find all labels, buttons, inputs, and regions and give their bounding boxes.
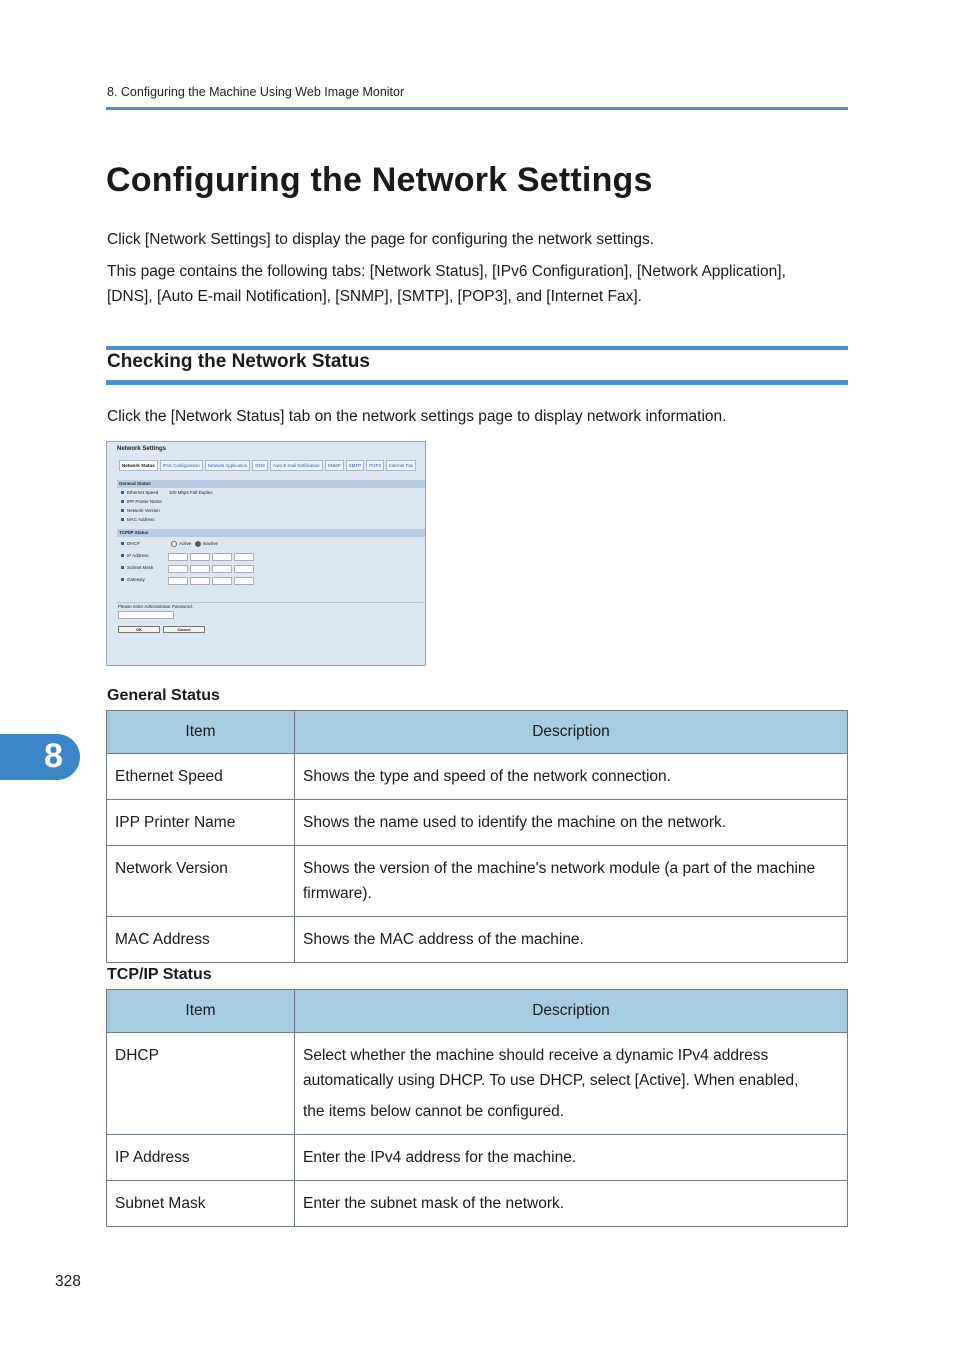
screenshot-general-band: General Status [117, 480, 425, 488]
screenshot-row [121, 541, 140, 546]
screenshot-row-label: MAC Address [127, 517, 155, 522]
cell-item: Network Version [107, 846, 295, 917]
screenshot-divider [117, 602, 423, 603]
screenshot-tab-snmp: SNMP [325, 460, 344, 471]
running-header: 8. Configuring the Machine Using Web Image Monitor [107, 85, 405, 99]
table-row [107, 917, 848, 963]
screenshot-row [121, 577, 145, 582]
cell-item: Subnet Mask [107, 1181, 295, 1227]
screenshot-tcpip-band: TCP/IP Status [117, 529, 425, 537]
cell-item: IP Address [107, 1135, 295, 1181]
screenshot-field [212, 565, 232, 573]
screenshot-row-label: DHCP [127, 541, 140, 546]
screenshot-field [234, 553, 254, 561]
screenshot-row [121, 517, 155, 522]
screenshot-field [212, 553, 232, 561]
screenshot-row [121, 490, 158, 495]
table-row [107, 1181, 848, 1227]
screenshot-row [121, 508, 160, 513]
intro-paragraph-2-line-1: This page contains the following tabs: [Network Status], [IPv6 Configuration], [Network Application], [107, 263, 786, 280]
cell-item: IPP Printer Name [107, 800, 295, 846]
cell-item: DHCP [107, 1033, 295, 1135]
screenshot-row [121, 499, 162, 504]
screenshot-tabs [119, 460, 416, 471]
cell-description: Shows the name used to identify the machine on the network. [295, 800, 848, 846]
section-heading: Checking the Network Status [107, 351, 370, 372]
screenshot-password-prompt: Please enter Administrator Password. [118, 604, 194, 609]
screenshot-field [212, 577, 232, 585]
radio-active-icon [171, 541, 177, 547]
section-rule-bottom [106, 380, 848, 385]
table-header-row [107, 990, 848, 1033]
screenshot-tab-auto-email: Auto E-mail Notification [270, 460, 323, 471]
screenshot-tab-pop3: POP3 [366, 460, 384, 471]
cell-item: MAC Address [107, 917, 295, 963]
cell-description [295, 1033, 848, 1135]
screenshot-row-label: IP Address [127, 553, 149, 558]
table-row [107, 1135, 848, 1181]
cell-description-line-1: Select whether the machine should receive a dynamic IPv4 address automatically using DHCP. To use DHCP, select [Active]. When enabled, [303, 1047, 799, 1089]
table-row [107, 754, 848, 800]
cell-description: Shows the MAC address of the machine. [295, 917, 848, 963]
screenshot-row-label: Network Version [127, 508, 160, 513]
header-item: Item [107, 990, 295, 1033]
header-item: Item [107, 711, 295, 754]
screenshot-row-label: Gateway [127, 577, 145, 582]
chapter-tab [0, 734, 80, 780]
section-rule-top [106, 346, 848, 350]
cell-description: Enter the subnet mask of the network. [295, 1181, 848, 1227]
screenshot-dhcp-radios [169, 541, 218, 547]
header-description: Description [295, 711, 848, 754]
radio-inactive-icon [195, 541, 201, 547]
screenshot-field [168, 577, 188, 585]
tcpip-status-heading: TCP/IP Status [107, 966, 212, 983]
screenshot-field [190, 553, 210, 561]
page-title: Configuring the Network Settings [106, 161, 653, 199]
screenshot-row-label: IPP Printer Name [127, 499, 162, 504]
screenshot-tab-internet-fax: Internet Fax [386, 460, 416, 471]
screenshot-field [190, 577, 210, 585]
screenshot-field [234, 577, 254, 585]
section-paragraph: Click the [Network Status] tab on the network settings page to display network information. [107, 408, 727, 425]
cell-item: Ethernet Speed [107, 754, 295, 800]
header-rule [106, 107, 848, 110]
screenshot-tab-smtp: SMTP [346, 460, 365, 471]
screenshot-field [168, 553, 188, 561]
screenshot-dhcp-inactive: Inactive [202, 541, 219, 547]
screenshot-field [168, 565, 188, 573]
general-status-heading: General Status [107, 687, 220, 704]
screenshot-tab-network-application: Network Application [205, 460, 251, 471]
intro-paragraph-1: Click [Network Settings] to display the page for configuring the network settings. [107, 231, 655, 248]
cell-description: Enter the IPv4 address for the machine. [295, 1135, 848, 1181]
network-settings-screenshot [106, 441, 426, 666]
table-row [107, 1033, 848, 1135]
cell-description: Shows the version of the machine's network module (a part of the machine firmware). [295, 846, 848, 917]
screenshot-row [121, 565, 153, 570]
screenshot-cancel-button: Cancel [163, 626, 205, 633]
general-status-table [106, 710, 848, 963]
page-number: 328 [55, 1273, 81, 1290]
screenshot-ok-button: OK [118, 626, 160, 633]
screenshot-tab-ipv6: IPv6 Configuration [160, 460, 203, 471]
screenshot-password-field [118, 611, 174, 619]
cell-description: Shows the type and speed of the network connection. [295, 754, 848, 800]
table-row [107, 846, 848, 917]
table-row [107, 800, 848, 846]
screenshot-field [190, 565, 210, 573]
screenshot-ethernet-value: 100 Mbps Full Duplex [169, 490, 213, 495]
screenshot-row [121, 553, 149, 558]
screenshot-tab-network-status: Network Status [119, 460, 158, 471]
cell-description-line-2: the items below cannot be configured. [303, 1103, 565, 1120]
table-header-row [107, 711, 848, 754]
tcpip-status-table [106, 989, 848, 1227]
intro-paragraph-2-line-2: [DNS], [Auto E-mail Notification], [SNMP], [SMTP], [POP3], and [Internet Fax]. [107, 288, 642, 305]
screenshot-dhcp-active: Active [179, 541, 192, 547]
header-description: Description [295, 990, 848, 1033]
screenshot-row-label: Ethernet Speed [127, 490, 159, 495]
screenshot-field [234, 565, 254, 573]
screenshot-tab-dns: DNS [252, 460, 268, 471]
chapter-number: 8 [44, 737, 63, 775]
screenshot-title: Network Settings [117, 446, 167, 452]
screenshot-row-label: Subnet Mask [127, 565, 154, 570]
